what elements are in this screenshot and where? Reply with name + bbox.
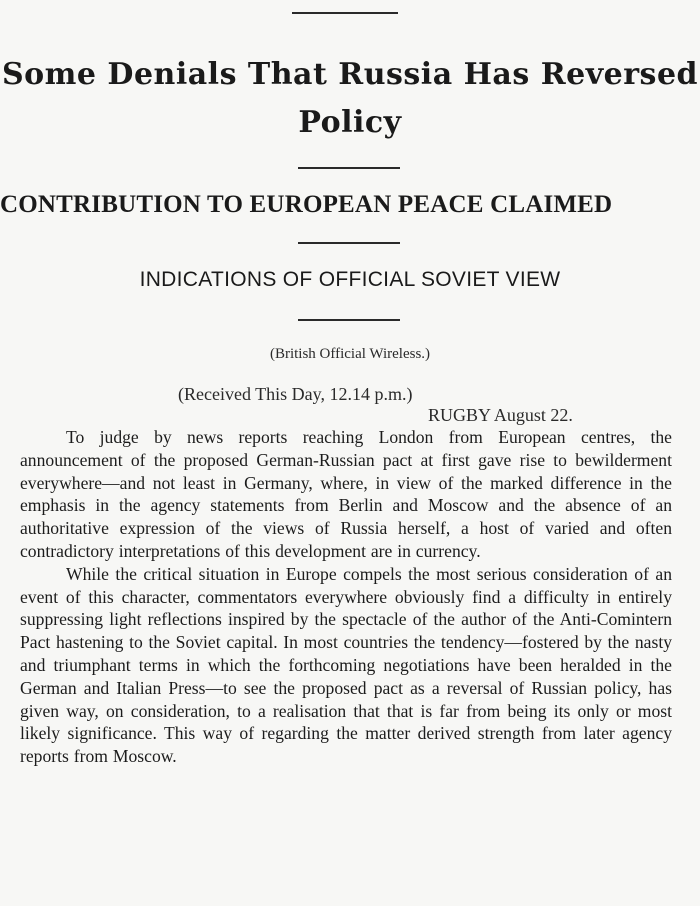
article-paragraph: While the critical situation in Europe compels the most serious consideration of an event of this character, commentators everywhere obviously find a difficulty in entirely suppressing light reflections inspired by the spectacle of the author of the Anti-Comintern Pact hastening to the Soviet capital. In most countries the tendency—fostered by the nasty and triumphant terms in which the forthcoming negotiations have been heralded in the German and Italian Press—to see the proposed pact as a reversal of Russian policy, has given way, on consideration, to a realisation that that is far from being its only or most likely significance. This way of regarding the matter derived strength from later agency reports from Moscow. xyxy=(20,563,672,767)
divider-rule xyxy=(292,12,398,14)
article-body xyxy=(20,426,672,768)
divider-rule xyxy=(298,319,400,321)
divider-rule xyxy=(298,167,400,169)
article-paragraph: To judge by news reports reaching London from European centres, the announcement of the proposed German-Russian pact at first gave rise to bewilderment everywhere—and not least in Germany, where, in view of the marked difference in the emphasis in the agency statements from Berlin and Moscow and the absence of an authoritative expression of the views of Russia herself, a host of varied and often contradictory interpretations of this development are in currency. xyxy=(20,427,672,561)
subheadline-primary: CONTRIBUTION TO EUROPEAN PEACE CLAIMED xyxy=(0,191,613,218)
headline-continued: Policy xyxy=(298,105,402,140)
subheadline-secondary: INDICATIONS OF OFFICIAL SOVIET VIEW xyxy=(139,268,561,291)
received-time: (Received This Day, 12.14 p.m.) xyxy=(178,384,413,404)
place-dateline: RUGBY August 22. xyxy=(428,405,573,425)
divider-rule xyxy=(298,242,400,244)
headline: Some Denials That Russia Has Reversed xyxy=(1,57,699,92)
wire-source: (British Official Wireless.) xyxy=(269,346,431,362)
